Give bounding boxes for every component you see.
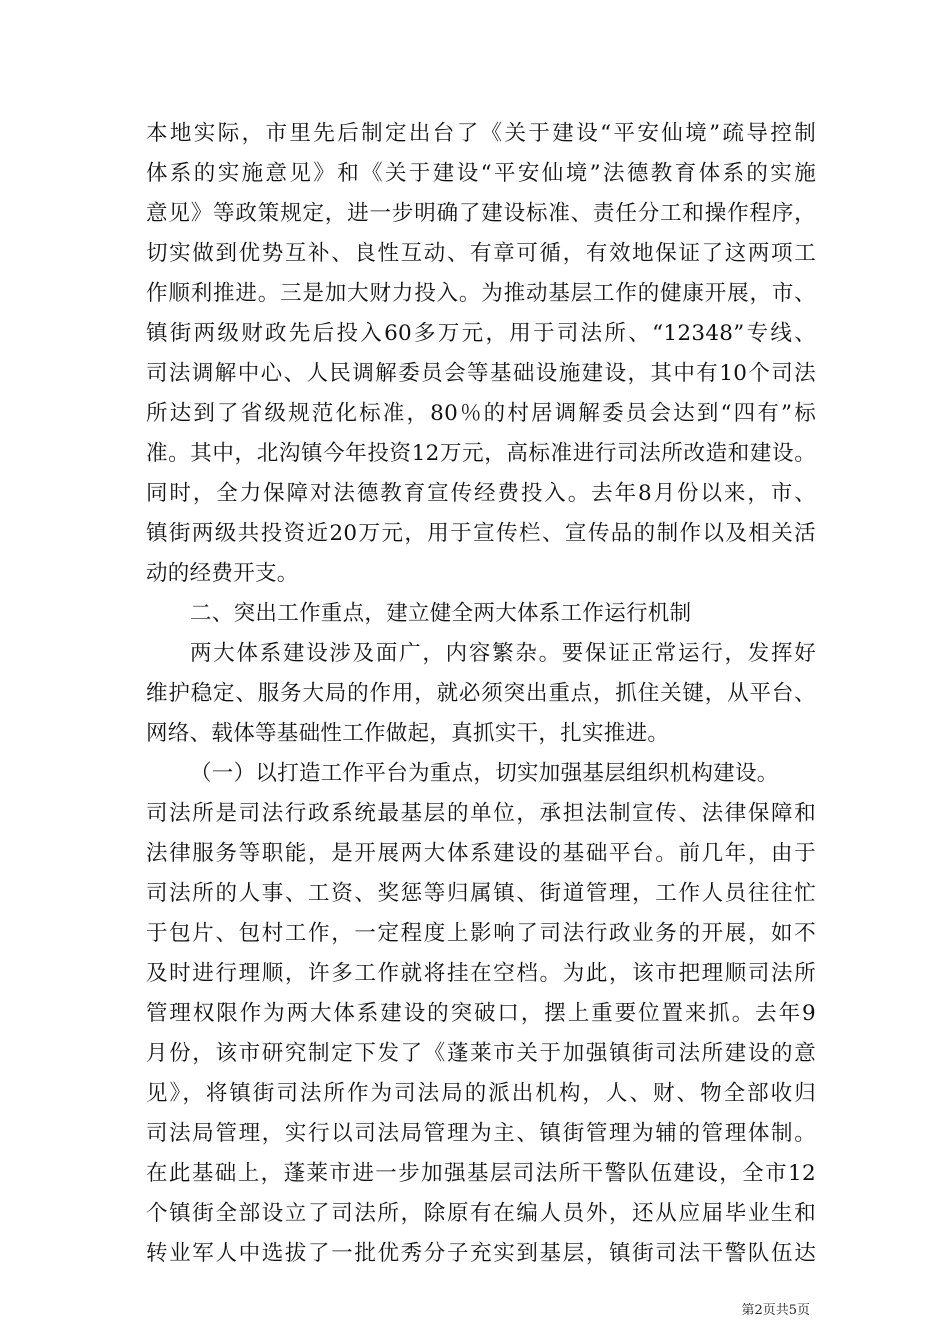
- body-line: 准。其中，北沟镇今年投资12万元，高标准进行司法所改造和建设。: [146, 441, 816, 466]
- body-line: 网络、载体等基础性工作做起，真抓实干，扎实推进。: [146, 721, 670, 746]
- subsection-heading: （一）以打造工作平台为重点，切实加强基层组织机构建设。: [190, 761, 779, 786]
- body-line: 同时，全力保障对法德教育宣传经费投入。去年8月份以来，市、: [146, 481, 816, 506]
- page-number: 第2页共5页: [741, 1303, 810, 1318]
- body-line: 维护稳定、服务大局的作用，就必须突出重点，抓住关键，从平台、: [146, 681, 816, 706]
- body-line: 司法所是司法行政系统最基层的单位，承担法制宣传、法律保障和: [146, 801, 816, 826]
- body-line: 个镇街全部设立了司法所，除原有在编人员外，还从应届毕业生和: [146, 1201, 816, 1226]
- body-line: 管理权限作为两大体系建设的突破口，摆上重要位置来抓。去年9: [146, 1001, 816, 1026]
- body-line: 镇街两级财政先后投入60多万元，用于司法所、“12348”专线、: [146, 321, 816, 346]
- body-line: 所达到了省级规范化标准，80％的村居调解委员会达到“四有”标: [146, 401, 816, 426]
- body-line: 作顺利推进。三是加大财力投入。为推动基层工作的健康开展，市、: [146, 281, 816, 306]
- body-line: 于包片、包村工作，一定程度上影响了司法行政业务的开展，如不: [146, 921, 816, 946]
- body-line: 切实做到优势互补、良性互动、有章可循，有效地保证了这两项工: [146, 241, 816, 266]
- body-line: 镇街两级共投资近20万元，用于宣传栏、宣传品的制作以及相关活: [146, 521, 816, 546]
- body-line: 体系的实施意见》和《关于建设“平安仙境”法德教育体系的实施: [146, 161, 816, 186]
- body-line: 见》，将镇街司法所作为司法局的派出机构，人、财、物全部收归: [146, 1081, 816, 1106]
- body-line: 转业军人中选拔了一批优秀分子充实到基层，镇街司法干警队伍达: [146, 1241, 816, 1266]
- body-line: 在此基础上，蓬莱市进一步加强基层司法所干警队伍建设，全市12: [146, 1161, 816, 1186]
- body-line: 法律服务等职能，是开展两大体系建设的基础平台。前几年，由于: [146, 841, 816, 866]
- body-line: 及时进行理顺，许多工作就将挂在空档。为此，该市把理顺司法所: [146, 961, 816, 986]
- body-line: 司法调解中心、人民调解委员会等基础设施建设，其中有10个司法: [146, 361, 816, 386]
- body-line: 司法局管理，实行以司法局管理为主、镇街管理为辅的管理体制。: [146, 1121, 816, 1146]
- body-line: 动的经费开支。: [146, 561, 299, 586]
- body-line: 意见》等政策规定，进一步明确了建设标准、责任分工和操作程序，: [146, 201, 816, 226]
- paragraph-first-line: 两大体系建设涉及面广，内容繁杂。要保证正常运行，发挥好: [190, 641, 816, 666]
- body-line: 本地实际，市里先后制定出台了《关于建设“平安仙境”疏导控制: [146, 121, 816, 146]
- section-heading: 二、突出工作重点，建立健全两大体系工作运行机制: [190, 601, 692, 626]
- body-line: 司法所的人事、工资、奖惩等归属镇、街道管理，工作人员往往忙: [146, 881, 816, 906]
- body-line: 月份，该市研究制定下发了《蓬莱市关于加强镇街司法所建设的意: [146, 1041, 816, 1066]
